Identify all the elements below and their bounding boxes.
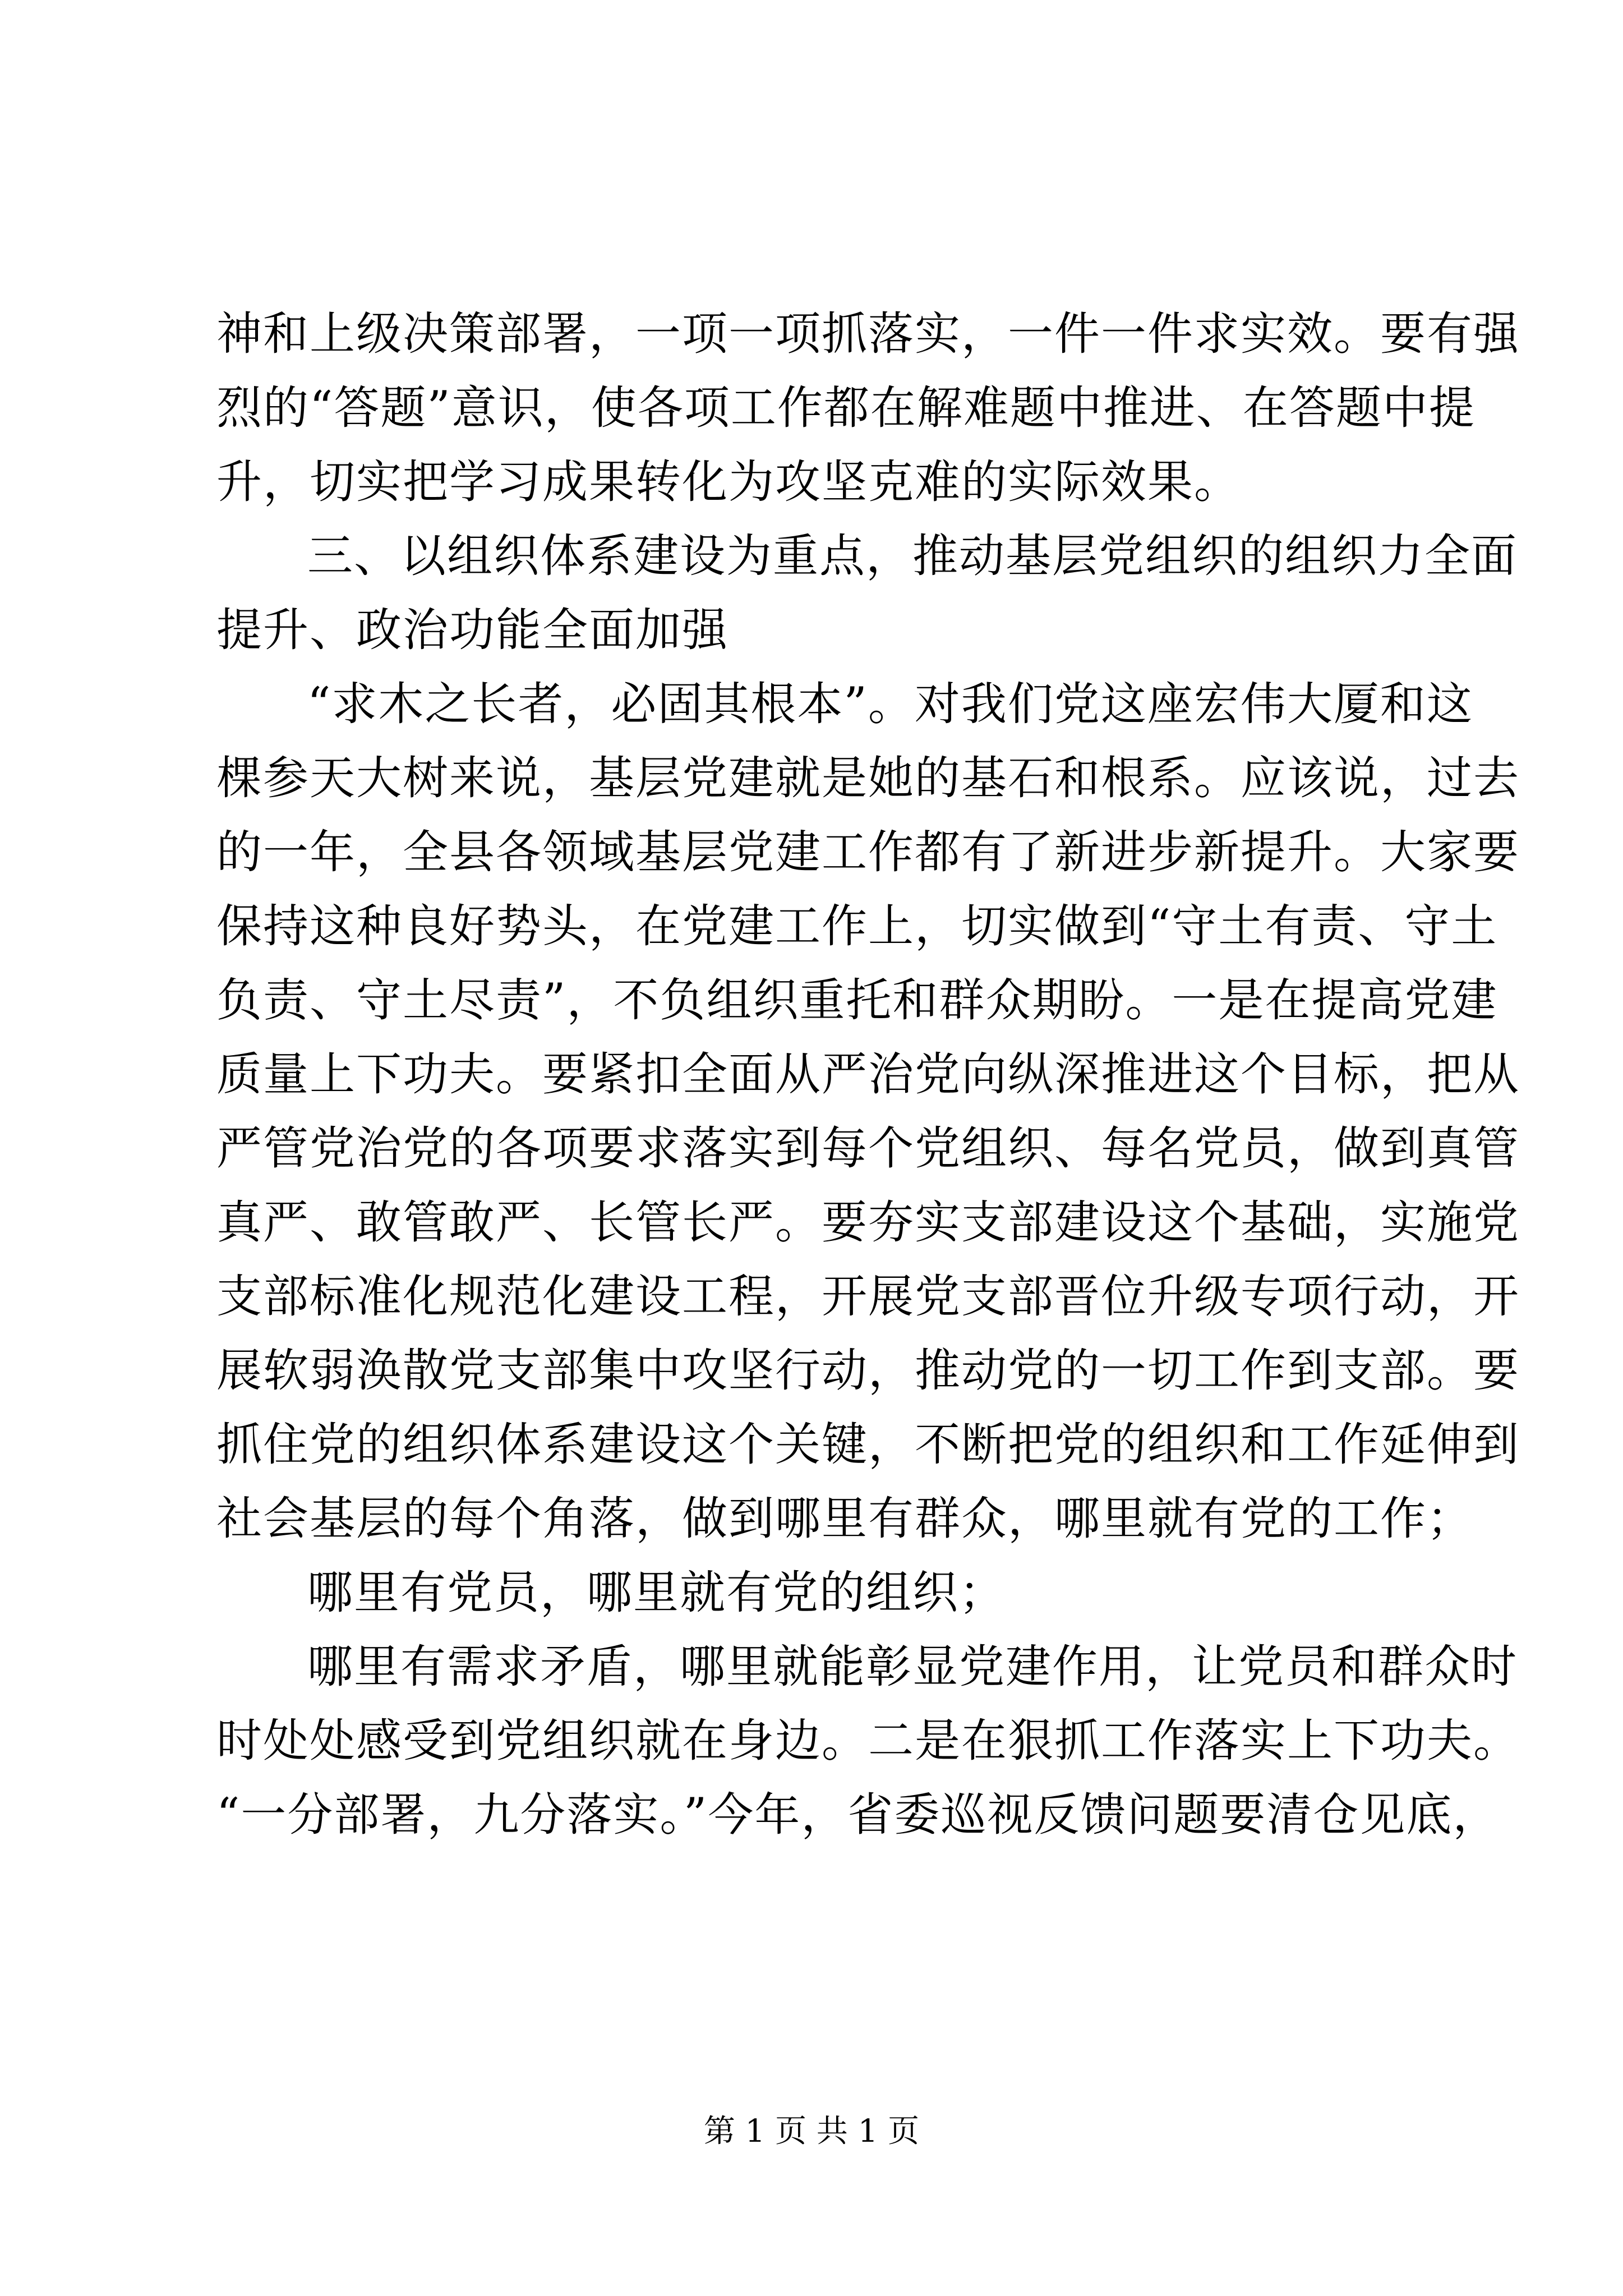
text-line: 支部标准化规范化建设工程，开展党支部晋位升级专项行动，开 [216, 1271, 1520, 1323]
text-line: “一分部署，九分落实。”今年，省委巡视反馈问题要清仓见底， [216, 1789, 1500, 1842]
text-line: 提升、政治功能全面加强 [216, 604, 729, 657]
text-line: 质量上下功夫。要紧扣全面从严治党向纵深推进这个目标，把从 [216, 1048, 1520, 1101]
text-line: 保持这种良好势头，在党建工作上，切实做到“守土有责、守土 [216, 900, 1498, 953]
text-line: 棵参天大树来说，基层党建就是她的基石和根系。应该说，过去 [216, 752, 1520, 805]
page-footer: 第 1 页 共 1 页 [703, 2113, 920, 2150]
text-line: 升，切实把学习成果转化为攻坚克难的实际效果。 [216, 456, 1241, 509]
text-line: 抓住党的组织体系建设这个关键，不断把党的组织和工作延伸到 [216, 1419, 1520, 1471]
text-line: 神和上级决策部署，一项一项抓落实，一件一件求实效。要有强 [216, 308, 1520, 361]
text-line: 展软弱涣散党支部集中攻坚行动，推动党的一切工作到支部。要 [216, 1345, 1520, 1397]
text-line: 哪里有需求矛盾，哪里就能彰显党建作用，让党员和群众时 [307, 1641, 1518, 1694]
document-body [216, 297, 1520, 1852]
text-line: “求木之长者，必固其根本”。对我们党这座宏伟大厦和这 [307, 678, 1473, 731]
text-line: 烈的“答题”意识，使各项工作都在解难题中推进、在答题中提 [216, 382, 1476, 435]
text-line: 负责、守土尽责”，不负组织重托和群众期盼。一是在提高党建 [216, 974, 1498, 1027]
text-line: 真严、敢管敢严、长管长严。要夯实支部建设这个基础，实施党 [216, 1197, 1520, 1249]
text-line: 时处处感受到党组织就在身边。二是在狠抓工作落实上下功夫。 [216, 1715, 1520, 1768]
text-line: 哪里有党员，哪里就有党的组织； [307, 1567, 1006, 1619]
text-line: 的一年，全县各领域基层党建工作都有了新进步新提升。大家要 [216, 826, 1520, 879]
text-line: 三、以组织体系建设为重点，推动基层党组织的组织力全面 [307, 530, 1518, 583]
text-line: 社会基层的每个角落，做到哪里有群众，哪里就有党的工作； [216, 1493, 1474, 1545]
text-line: 严管党治党的各项要求落实到每个党组织、每名党员，做到真管 [216, 1122, 1520, 1175]
